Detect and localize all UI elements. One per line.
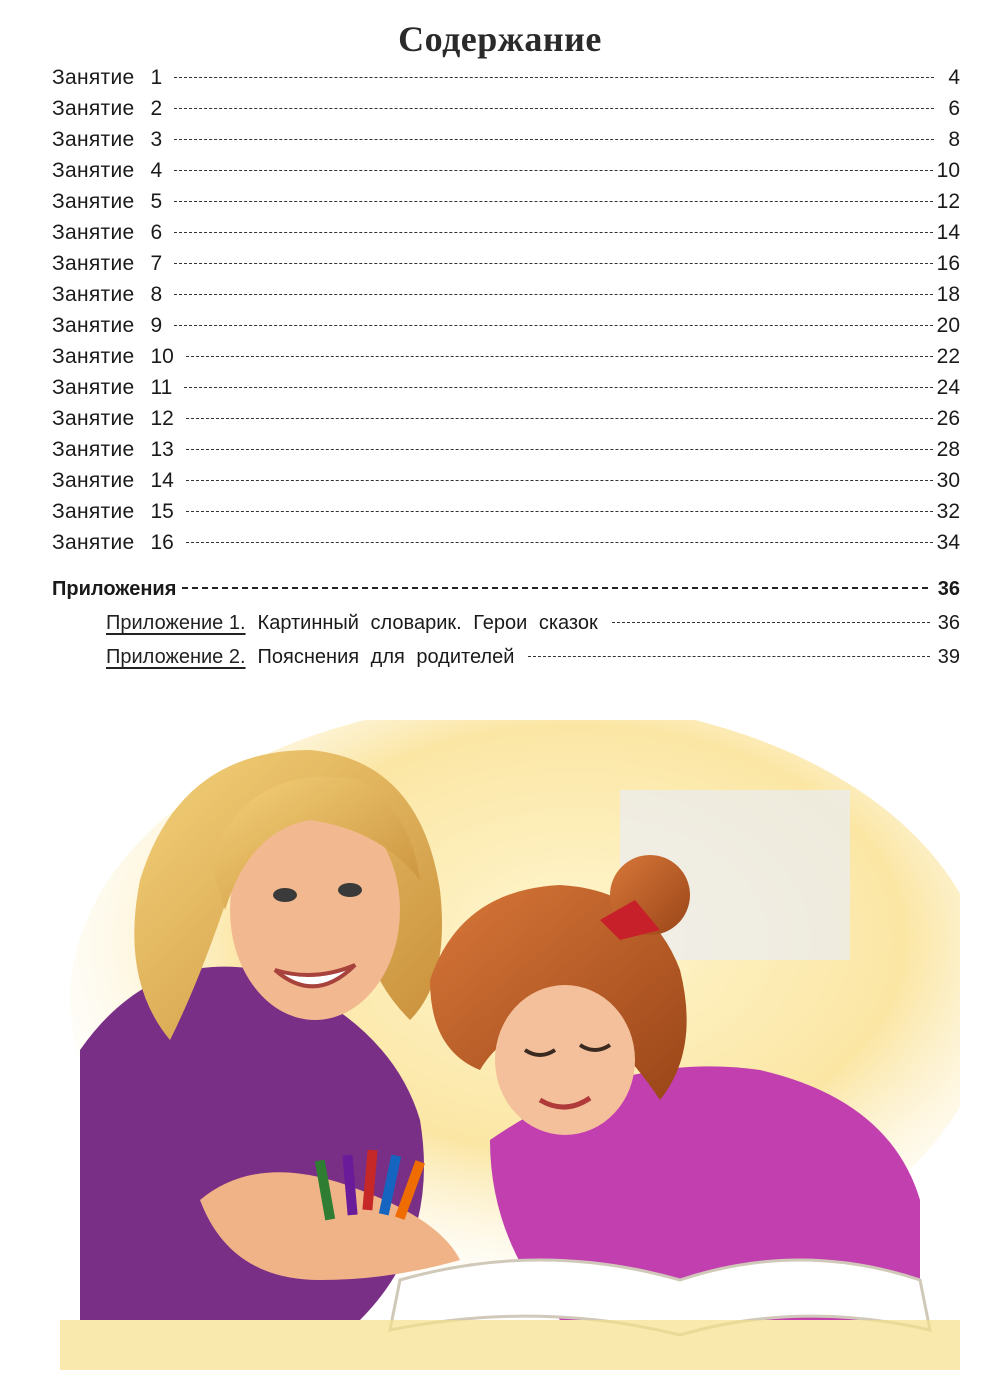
dot-leader (174, 294, 932, 295)
page-number: 4 (948, 66, 960, 89)
page-number: 18 (936, 283, 960, 306)
entry-label: Занятие (52, 66, 135, 89)
page-number: 6 (948, 97, 960, 120)
appendix-entry[interactable] (106, 612, 960, 635)
entry-label: Занятие (52, 500, 135, 523)
toc-entry[interactable] (52, 97, 960, 128)
entry-number: 16 (150, 531, 174, 554)
dot-leader (174, 201, 932, 202)
toc-entry[interactable] (52, 159, 960, 190)
dot-leader (174, 77, 934, 78)
appendix-entry[interactable] (106, 646, 960, 669)
dot-leader (612, 622, 930, 623)
entry-label: Занятие (52, 128, 135, 151)
entry-label: Занятие (52, 159, 135, 182)
lessons-list (52, 66, 960, 562)
toc-entry[interactable] (52, 345, 960, 376)
page-number: 20 (936, 314, 960, 337)
appendices-label: Приложения (52, 578, 177, 600)
entry-number: 2 (150, 97, 163, 120)
dot-leader (174, 232, 932, 233)
appendices-heading[interactable] (52, 578, 960, 610)
toc-entry[interactable] (52, 190, 960, 221)
dot-leader (182, 587, 927, 589)
appendix-link[interactable]: Приложение 1. (106, 612, 246, 634)
toc-entry[interactable] (52, 376, 960, 407)
page-number: 34 (936, 531, 960, 554)
entry-number: 13 (150, 438, 174, 461)
dot-leader (184, 387, 932, 388)
toc-entry[interactable] (52, 469, 960, 500)
entry-number: 8 (150, 283, 163, 306)
entry-label: Занятие (52, 97, 135, 120)
page-number: 24 (936, 376, 960, 399)
entry-number: 3 (150, 128, 163, 151)
entry-number: 5 (150, 190, 163, 213)
entry-number: 6 (150, 221, 163, 244)
dot-leader (174, 139, 934, 140)
mother-daughter-illustration (60, 720, 960, 1370)
toc-entry[interactable] (52, 252, 960, 283)
toc-entry[interactable] (52, 314, 960, 345)
appendix-description: Картинный словарик. Герои сказок (257, 612, 598, 634)
toc-entry[interactable] (52, 283, 960, 314)
dot-leader (186, 542, 933, 543)
dot-leader (186, 356, 933, 357)
dot-leader (186, 449, 933, 450)
page-number: 39 (937, 646, 960, 668)
entry-number: 14 (150, 469, 174, 492)
page-number: 16 (936, 252, 960, 275)
appendix-description: Пояснения для родителей (257, 646, 515, 668)
entry-number: 11 (150, 376, 173, 399)
toc-entry[interactable] (52, 500, 960, 531)
dot-leader (186, 511, 933, 512)
entry-label: Занятие (52, 221, 135, 244)
entry-number: 1 (150, 66, 163, 89)
page-number: 14 (936, 221, 960, 244)
dot-leader (174, 170, 932, 171)
page-number: 28 (936, 438, 960, 461)
entry-number: 10 (150, 345, 174, 368)
dot-leader (186, 480, 933, 481)
entry-number: 7 (150, 252, 163, 275)
entry-label: Занятие (52, 283, 135, 306)
entry-label: Занятие (52, 345, 135, 368)
dot-leader (174, 325, 932, 326)
entry-number: 9 (150, 314, 163, 337)
toc-entry[interactable] (52, 531, 960, 562)
entry-label: Занятие (52, 252, 135, 275)
page-number: 8 (948, 128, 960, 151)
entry-number: 12 (150, 407, 174, 430)
entry-number: 15 (150, 500, 174, 523)
page-number: 10 (936, 159, 960, 182)
entry-label: Занятие (52, 190, 135, 213)
entry-label: Занятие (52, 314, 135, 337)
table (60, 1320, 960, 1370)
entry-label: Занятие (52, 469, 135, 492)
toc-entry[interactable] (52, 407, 960, 438)
page-title: Содержание (398, 19, 602, 59)
toc-entry[interactable] (52, 438, 960, 469)
dot-leader (186, 418, 933, 419)
dot-leader (528, 656, 929, 657)
dot-leader (174, 108, 934, 109)
appendix-link[interactable]: Приложение 2. (106, 646, 246, 668)
entry-number: 4 (150, 159, 163, 182)
toc-entry[interactable] (52, 66, 960, 97)
entry-label: Занятие (52, 531, 135, 554)
girl-face (495, 985, 635, 1135)
toc-entry[interactable] (52, 221, 960, 252)
page-number: 30 (936, 469, 960, 492)
entry-label: Занятие (52, 376, 135, 399)
dot-leader (174, 263, 932, 264)
page-number: 12 (936, 190, 960, 213)
entry-label: Занятие (52, 438, 135, 461)
page-number: 36 (937, 578, 960, 600)
toc-entry[interactable] (52, 128, 960, 159)
page-number: 32 (936, 500, 960, 523)
page-number: 26 (936, 407, 960, 430)
page-number: 36 (937, 612, 960, 634)
entry-label: Занятие (52, 407, 135, 430)
page-number: 22 (936, 345, 960, 368)
